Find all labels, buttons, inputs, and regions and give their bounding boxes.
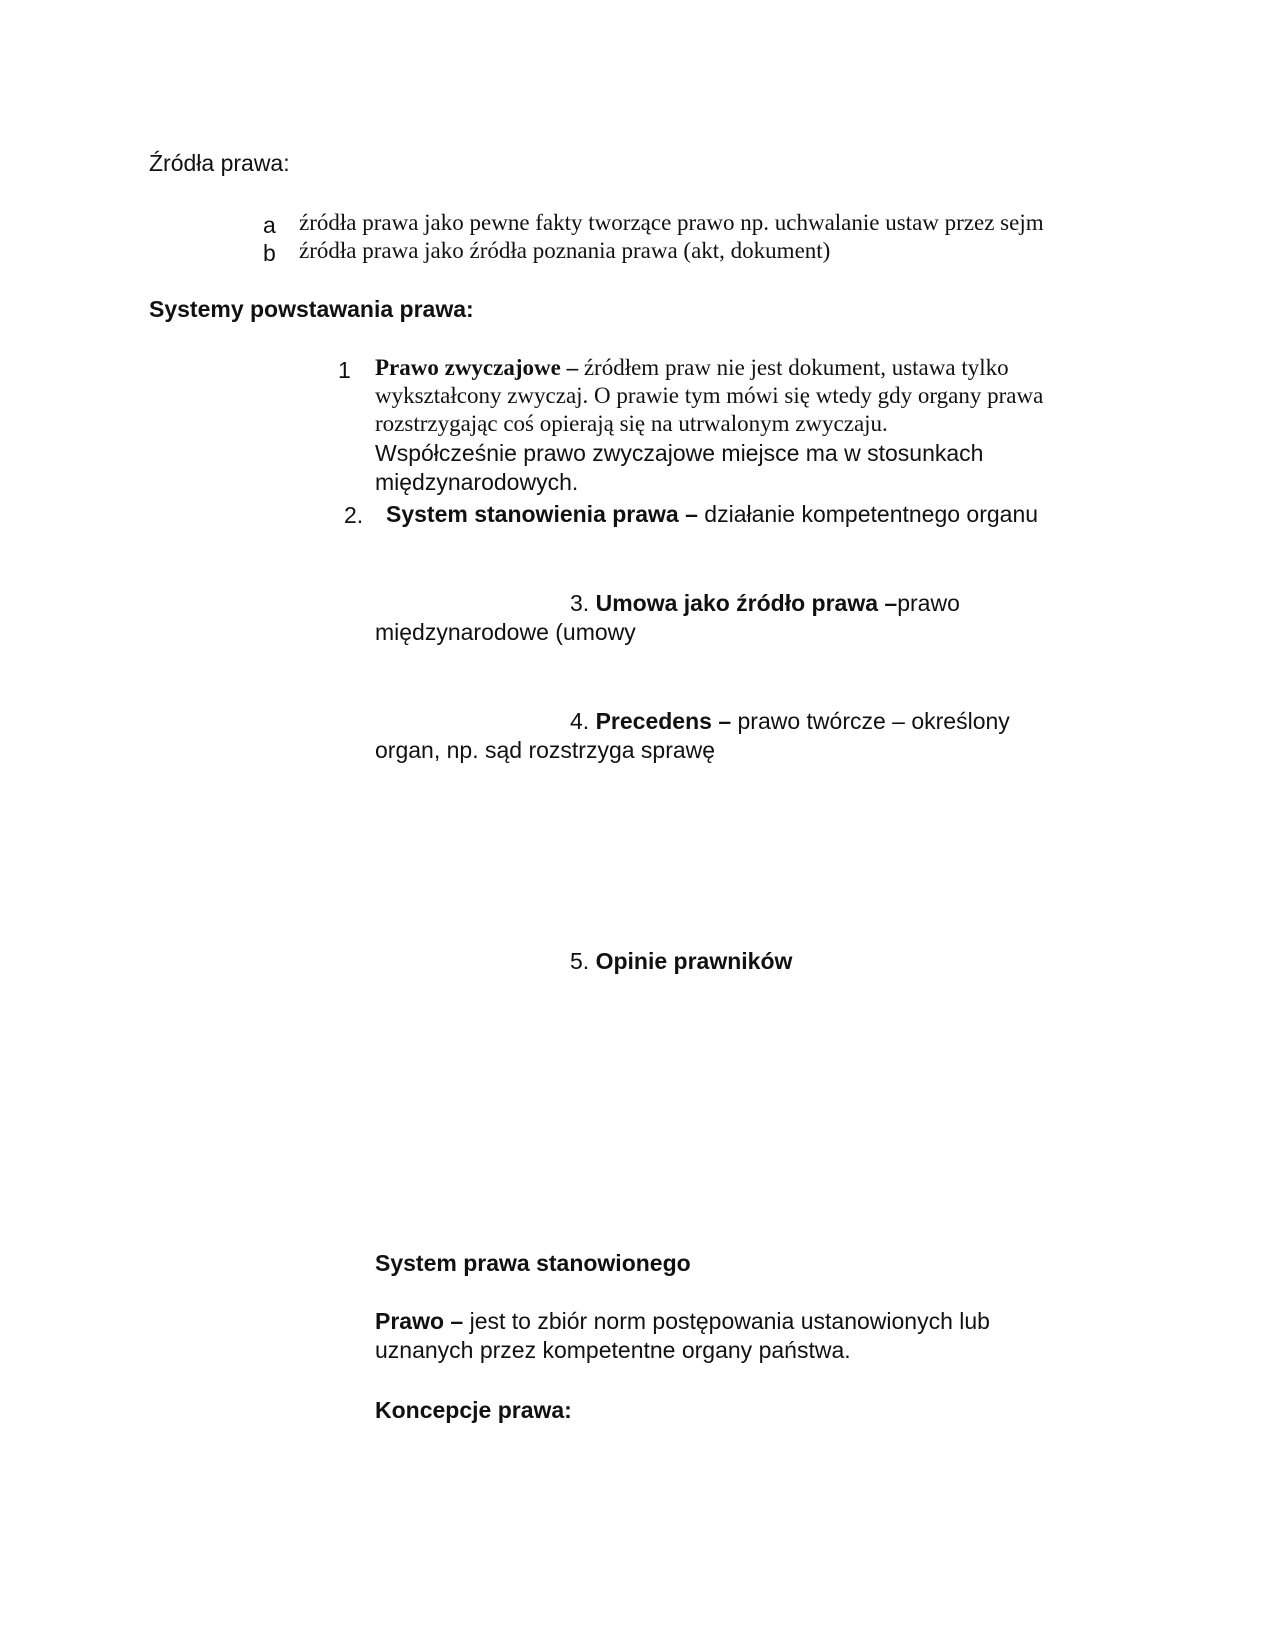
item1-line5: międzynarodowych. [375,469,579,495]
item5-line [570,947,792,975]
list-marker-a: a [263,212,276,238]
item1-line3: rozstrzygając coś opierają się na utrwalonym zwyczaju. [375,411,888,436]
item1-text: źródłem praw nie jest dokument, ustawa tylko [578,355,1009,380]
item2-line [386,500,1038,528]
item1-line4: Współcześnie prawo zwyczajowe miejsce ma w stosunkach [375,440,984,466]
heading-koncepcje-prawa: Koncepcje prawa: [375,1397,572,1423]
item4-text: prawo twórcze – określony [731,708,1010,734]
item1-marker: 1 [338,357,351,383]
item3-text: prawo [897,590,960,616]
list-item-b: źródła prawa jako źródła poznania prawa (akt, dokument) [299,238,831,263]
heading-systemy-powstawania-prawa: Systemy powstawania prawa: [149,296,474,322]
item4-line2: organ, np. sąd rozstrzyga sprawę [375,737,716,763]
item4-marker: 4. [570,708,590,734]
definition-line2: uznanych przez kompetentne organy państwa. [375,1337,851,1363]
item2-marker: 2. [344,502,364,528]
item2-term: System stanowienia prawa – [386,501,698,527]
item3-line1 [570,589,960,617]
item3-line2: międzynarodowe (umowy [375,619,636,645]
item3-marker: 3. [570,590,590,616]
item3-term: Umowa jako źródło prawa – [595,590,898,616]
item4-line1 [570,707,1010,735]
list-item-a: źródła prawa jako pewne fakty tworzące prawo np. uchwalanie ustaw przez sejm [299,210,1044,235]
item5-marker: 5. [570,948,590,974]
item1-line1 [375,354,1009,382]
item1-term: Prawo zwyczajowe – [375,355,579,380]
definition-line1 [375,1307,990,1335]
definition-term: Prawo – [375,1308,464,1334]
item1-line2: wykształcony zwyczaj. O prawie tym mówi się wtedy gdy organy prawa [375,383,1044,408]
item2-text: działanie kompetentnego organu [697,501,1039,527]
list-marker-b: b [263,240,276,266]
item4-term: Precedens – [595,708,732,734]
heading-zrodla-prawa: Źródła prawa: [149,150,290,176]
heading-system-prawa-stanowionego: System prawa stanowionego [375,1250,691,1276]
item5-term: Opinie prawników [595,948,793,974]
definition-text: jest to zbiór norm postępowania ustanowionych lub [463,1308,990,1334]
